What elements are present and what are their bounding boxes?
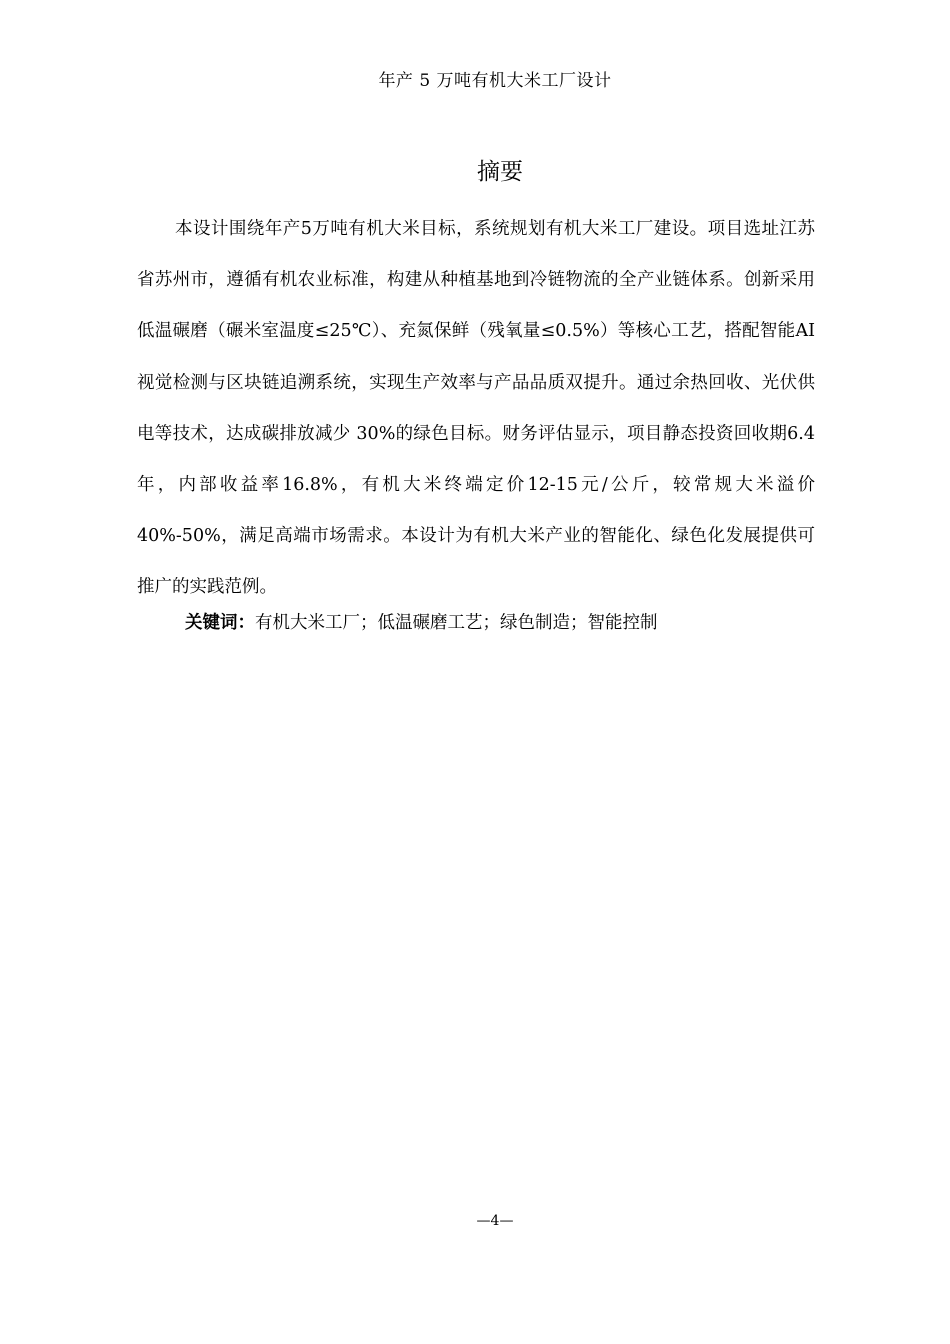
abstract-title: 摘要 [477, 159, 523, 185]
running-header: 年产 5 万吨有机大米工厂设计 [378, 71, 612, 91]
keywords-line [137, 608, 815, 638]
abstract-body: 本设计围绕年产5万吨有机大米目标，系统规划有机大米工厂建设。项目选址江苏省苏州市，遵循有机农业标准，构建从种植基地到冷链物流的全产业链体系。创新采用低温碾磨（碾米室温度≤25℃）、充氮保鲜（残氧量≤0.5%）等核心工艺，搭配智能AI视觉检测与区块链追溯系统，实现生产效率与产品品质双提升。通过余热回收、光伏供电等技术，达成碳排放减少 30%的绿色目标。财务评估显示，项目静态投资回收期6.4年，内部收益率16.8%，有机大米终端定价12-15元/公斤，较常规大米溢价40%-50%，满足高端市场需求。本设计为有机大米产业的智能化、绿色化发展提供可推广的实践范例。 [137, 219, 815, 598]
keywords-label: 关键词： [185, 613, 255, 633]
keywords-text: 有机大米工厂；低温碾磨工艺；绿色制造；智能控制 [255, 613, 658, 633]
page-number: —4— [476, 1213, 514, 1229]
